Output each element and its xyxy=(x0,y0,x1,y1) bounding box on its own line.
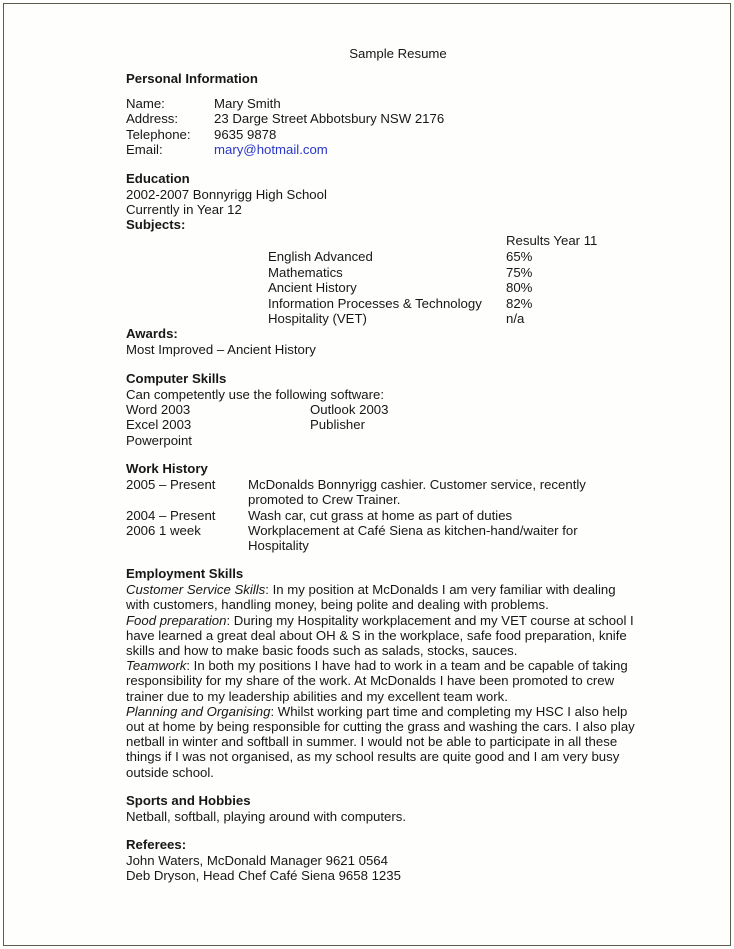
field-value-email xyxy=(214,142,444,157)
education-year-line: Currently in Year 12 xyxy=(126,201,242,217)
subject-result: 65% xyxy=(506,249,533,265)
referee-entry: John Waters, McDonald Manager 9621 0564 xyxy=(126,852,388,868)
sports-and-hobbies-text: Netball, softball, playing around with computers. xyxy=(126,808,407,824)
table-row xyxy=(126,111,444,126)
section-heading-awards: Awards: xyxy=(126,326,178,342)
spacer-cell xyxy=(126,280,268,295)
work-entry-description: Wash car, cut grass at home as part of duties xyxy=(248,507,513,523)
document-title: Sample Resume xyxy=(349,46,447,61)
employment-skill-paragraph xyxy=(126,658,640,704)
section-heading-computer-skills: Computer Skills xyxy=(126,370,227,386)
resume-content xyxy=(126,46,640,883)
email-link[interactable]: mary@hotmail.com xyxy=(214,142,328,158)
table-row xyxy=(126,477,640,507)
employment-skill-body: : In both my positions I have had to work in a team and be capable of taking responsibility for my share of the work. At McDonalds I have been promoted to crew trainer due to my leadership abilities and my excellent team work. xyxy=(126,658,628,704)
table-row xyxy=(126,96,444,111)
software-item xyxy=(310,433,546,448)
spacer-cell xyxy=(126,311,268,326)
education-school-line: 2002-2007 Bonnyrigg High School xyxy=(126,186,327,202)
spacer-cell xyxy=(268,233,506,249)
software-item: Excel 2003 xyxy=(126,417,192,433)
spacer-cell xyxy=(126,296,268,311)
table-row xyxy=(126,523,640,553)
table-row xyxy=(126,127,444,142)
employment-skill-lead: Teamwork xyxy=(126,658,187,674)
subject-name: Hospitality (VET) xyxy=(268,311,367,327)
field-value-address: 23 Darge Street Abbotsbury NSW 2176 xyxy=(214,111,445,127)
work-entry-date: 2004 – Present xyxy=(126,507,216,523)
award-item: Most Improved – Ancient History xyxy=(126,342,316,358)
table-header-row xyxy=(126,233,640,249)
table-row xyxy=(126,280,640,295)
computer-skills-table xyxy=(126,402,546,448)
work-entry-description: McDonalds Bonnyrigg cashier. Customer service, recently promoted to Crew Trainer. xyxy=(248,477,586,508)
field-label-email: Email: xyxy=(126,142,163,158)
table-row xyxy=(126,402,546,417)
section-heading-referees: Referees: xyxy=(126,836,187,852)
work-entry-date: 2005 – Present xyxy=(126,477,216,493)
work-entry-description: Workplacement at Café Siena as kitchen-hand/waiter for Hospitality xyxy=(248,522,578,553)
spacer xyxy=(126,824,640,837)
subject-name: English Advanced xyxy=(268,249,373,265)
software-item: Word 2003 xyxy=(126,401,191,417)
subject-result: 80% xyxy=(506,280,533,296)
employment-skill-lead: Customer Service Skills xyxy=(126,582,266,598)
employment-skill-paragraph xyxy=(126,582,640,612)
field-label-telephone: Telephone: xyxy=(126,126,191,142)
section-heading-subjects: Subjects: xyxy=(126,217,186,233)
spacer xyxy=(126,553,640,566)
table-row xyxy=(126,265,640,280)
employment-skill-body: : Whilst working part time and completing my HSC I also help out at home by being responsible for cutting the grass and washing the cars. I also play netball in winter and softball in summer. I would not be able to participate in all these things if I was not organised, as my school results are quite good and I am very busy outside school. xyxy=(126,703,635,780)
subject-name: Ancient History xyxy=(268,280,357,296)
personal-information-table xyxy=(126,96,444,158)
employment-skill-body: : During my Hospitality workplacement and my VET course at school I have learned a great deal about OH & S in the workplace, safe food preparation, knife skills and how to make basic foods such as salads, stocks, sauces. xyxy=(126,612,634,658)
table-row xyxy=(126,249,640,264)
table-row xyxy=(126,296,640,311)
software-item: Publisher xyxy=(310,417,365,433)
table-row xyxy=(126,508,640,523)
column-header-results: Results Year 11 xyxy=(506,233,598,249)
spacer-cell xyxy=(126,249,268,264)
spacer xyxy=(126,448,640,461)
employment-skill-body: : In my position at McDonalds I am very familiar with dealing with customers, handling money, being polite and dealing with problems. xyxy=(126,582,616,613)
computer-skills-intro: Can competently use the following software: xyxy=(126,386,385,402)
spacer-cell xyxy=(126,233,268,249)
section-heading-work-history: Work History xyxy=(126,461,208,477)
employment-skill-lead: Planning and Organising xyxy=(126,703,271,719)
employment-skill-lead: Food preparation xyxy=(126,612,227,628)
section-heading-personal-information: Personal Information xyxy=(126,71,258,86)
section-heading-education: Education xyxy=(126,170,190,186)
subjects-table xyxy=(126,233,640,326)
referee-entry: Deb Dryson, Head Chef Café Siena 9658 1235 xyxy=(126,868,401,884)
spacer xyxy=(126,358,640,371)
software-item: Outlook 2003 xyxy=(310,401,389,417)
field-label-address: Address: xyxy=(126,111,179,127)
work-history-table xyxy=(126,477,640,553)
section-heading-employment-skills: Employment Skills xyxy=(126,566,244,582)
table-row xyxy=(126,142,444,157)
spacer xyxy=(126,87,640,96)
subject-result: 75% xyxy=(506,264,533,280)
subject-name: Mathematics xyxy=(268,264,343,280)
field-value-telephone: 9635 9878 xyxy=(214,126,277,142)
subject-name: Information Processes & Technology xyxy=(268,295,482,311)
table-row xyxy=(126,311,640,326)
field-value-name: Mary Smith xyxy=(214,96,281,111)
subject-result: n/a xyxy=(506,311,525,327)
spacer-cell xyxy=(126,265,268,280)
work-entry-date: 2006 1 week xyxy=(126,522,201,538)
table-row xyxy=(126,417,546,432)
employment-skill-paragraph xyxy=(126,613,640,659)
spacer xyxy=(126,158,640,171)
table-row xyxy=(126,433,546,448)
software-item: Powerpoint xyxy=(126,432,192,448)
employment-skill-paragraph xyxy=(126,704,640,780)
spacer xyxy=(126,780,640,793)
field-label-name: Name: xyxy=(126,96,165,111)
section-heading-sports-and-hobbies: Sports and Hobbies xyxy=(126,792,251,808)
subject-result: 82% xyxy=(506,295,533,311)
